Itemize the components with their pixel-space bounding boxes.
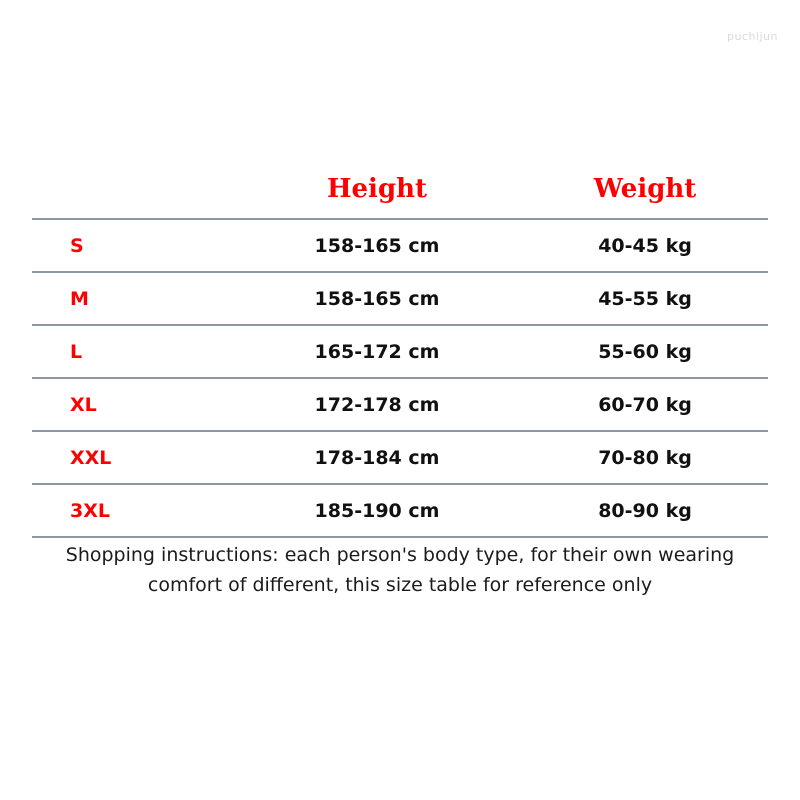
cell-height: 178-184 cm: [232, 431, 522, 484]
cell-height: 185-190 cm: [232, 484, 522, 537]
table-row: [32, 325, 768, 378]
cell-weight: 45-55 kg: [522, 272, 768, 325]
cell-height: 158-165 cm: [232, 219, 522, 272]
watermark-label: puchijun: [726, 30, 778, 43]
column-header-size: [32, 160, 232, 219]
cell-weight: 55-60 kg: [522, 325, 768, 378]
table-row: [32, 272, 768, 325]
cell-weight: 80-90 kg: [522, 484, 768, 537]
cell-size: XXL: [32, 431, 232, 484]
cell-height: 165-172 cm: [232, 325, 522, 378]
size-chart-table: [32, 160, 768, 538]
cell-weight: 40-45 kg: [522, 219, 768, 272]
table-header-row: [32, 160, 768, 219]
cell-size: S: [32, 219, 232, 272]
cell-size: L: [32, 325, 232, 378]
table-row: [32, 378, 768, 431]
cell-height: 158-165 cm: [232, 272, 522, 325]
column-header-weight: Weight: [522, 160, 768, 219]
cell-weight: 60-70 kg: [522, 378, 768, 431]
table-body: [32, 219, 768, 537]
table-row: [32, 484, 768, 537]
cell-size: XL: [32, 378, 232, 431]
table-row: [32, 219, 768, 272]
table-header: [32, 160, 768, 219]
cell-height: 172-178 cm: [232, 378, 522, 431]
shopping-instructions-line-2: comfort of different, this size table for reference only: [147, 574, 653, 596]
cell-size: M: [32, 272, 232, 325]
shopping-instructions: [32, 540, 768, 600]
shopping-instructions-line-1: Shopping instructions: each person's body type, for their own wearing: [65, 544, 735, 566]
cell-size: 3XL: [32, 484, 232, 537]
cell-weight: 70-80 kg: [522, 431, 768, 484]
column-header-height: Height: [232, 160, 522, 219]
table-row: [32, 431, 768, 484]
